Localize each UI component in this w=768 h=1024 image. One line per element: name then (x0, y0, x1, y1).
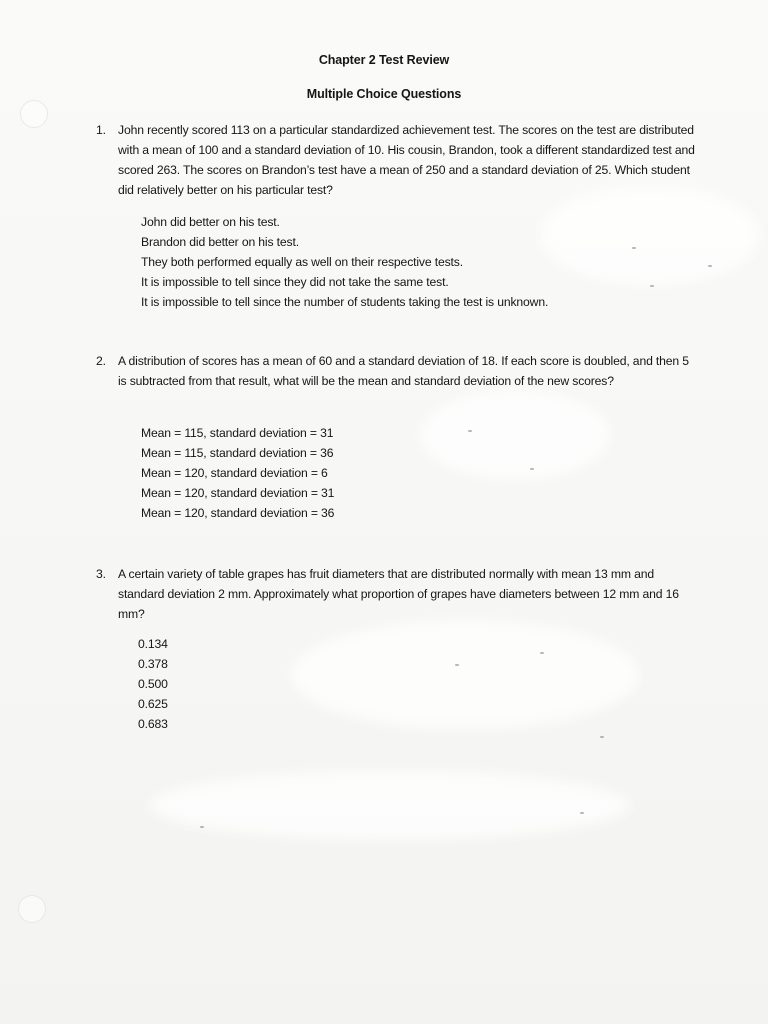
punch-hole-mark (18, 895, 46, 923)
answer-choice: 0.625 (138, 697, 168, 711)
answer-choice: It is impossible to tell since the number of students taking the test is unknown. (141, 295, 549, 309)
scan-speck (455, 664, 459, 666)
answer-choice: It is impossible to tell since they did not take the same test. (141, 275, 449, 289)
question-1 (96, 120, 696, 200)
punch-hole-mark (20, 100, 48, 128)
question-text: A distribution of scores has a mean of 60 and a standard deviation of 18. If each score is doubled, and then 5 is subtracted from that result, what will be the mean and standard deviation of the new scores? (118, 354, 689, 388)
page-subtitle: Multiple Choice Questions (306, 87, 462, 101)
scan-speck (580, 812, 584, 814)
answer-choice: 0.134 (138, 637, 168, 651)
scan-speck (650, 285, 654, 287)
answer-choice: Mean = 120, standard deviation = 31 (141, 486, 335, 500)
answer-choice: Brandon did better on his test. (141, 235, 299, 249)
erased-mark (420, 390, 610, 480)
answer-choice: 0.500 (138, 677, 168, 691)
answer-choice: 0.683 (138, 717, 168, 731)
question-3-choices (138, 634, 168, 734)
question-2 (96, 351, 696, 391)
question-3 (96, 564, 696, 624)
answer-choice: Mean = 120, standard deviation = 6 (141, 466, 328, 480)
scan-speck (540, 652, 544, 654)
answer-choice: Mean = 120, standard deviation = 36 (141, 506, 335, 520)
scan-speck (632, 247, 636, 249)
answer-choice: Mean = 115, standard deviation = 31 (141, 426, 334, 440)
question-number: 2. (96, 354, 106, 368)
answer-choice: John did better on his test. (141, 215, 280, 229)
erased-mark (290, 620, 640, 730)
question-2-choices (141, 423, 334, 523)
erased-mark (150, 770, 630, 840)
question-text: A certain variety of table grapes has fruit diameters that are distributed normally with mean 13 mm and standard deviation 2 mm. Approximately what proportion of grapes have diameters between 12 mm and 16 mm? (118, 567, 679, 621)
answer-choice: 0.378 (138, 657, 168, 671)
page-title: Chapter 2 Test Review (318, 53, 450, 67)
question-number: 1. (96, 123, 106, 137)
question-1-choices (141, 212, 548, 312)
answer-choice: They both performed equally as well on their respective tests. (141, 255, 463, 269)
question-text: John recently scored 113 on a particular standardized achievement test. The scores on the test are distributed with a mean of 100 and a standard deviation of 10. His cousin, Brandon, took a different standardized test and scored 263. The scores on Brandon’s test have a mean of 250 and a standard deviation of 25. Which student did relatively better on his particular test? (118, 123, 695, 197)
scan-speck (600, 736, 604, 738)
erased-mark (540, 185, 760, 285)
scan-speck (468, 430, 472, 432)
scan-speck (708, 265, 712, 267)
scan-speck (200, 826, 204, 828)
question-number: 3. (96, 567, 106, 581)
scan-speck (530, 468, 534, 470)
answer-choice: Mean = 115, standard deviation = 36 (141, 446, 334, 460)
